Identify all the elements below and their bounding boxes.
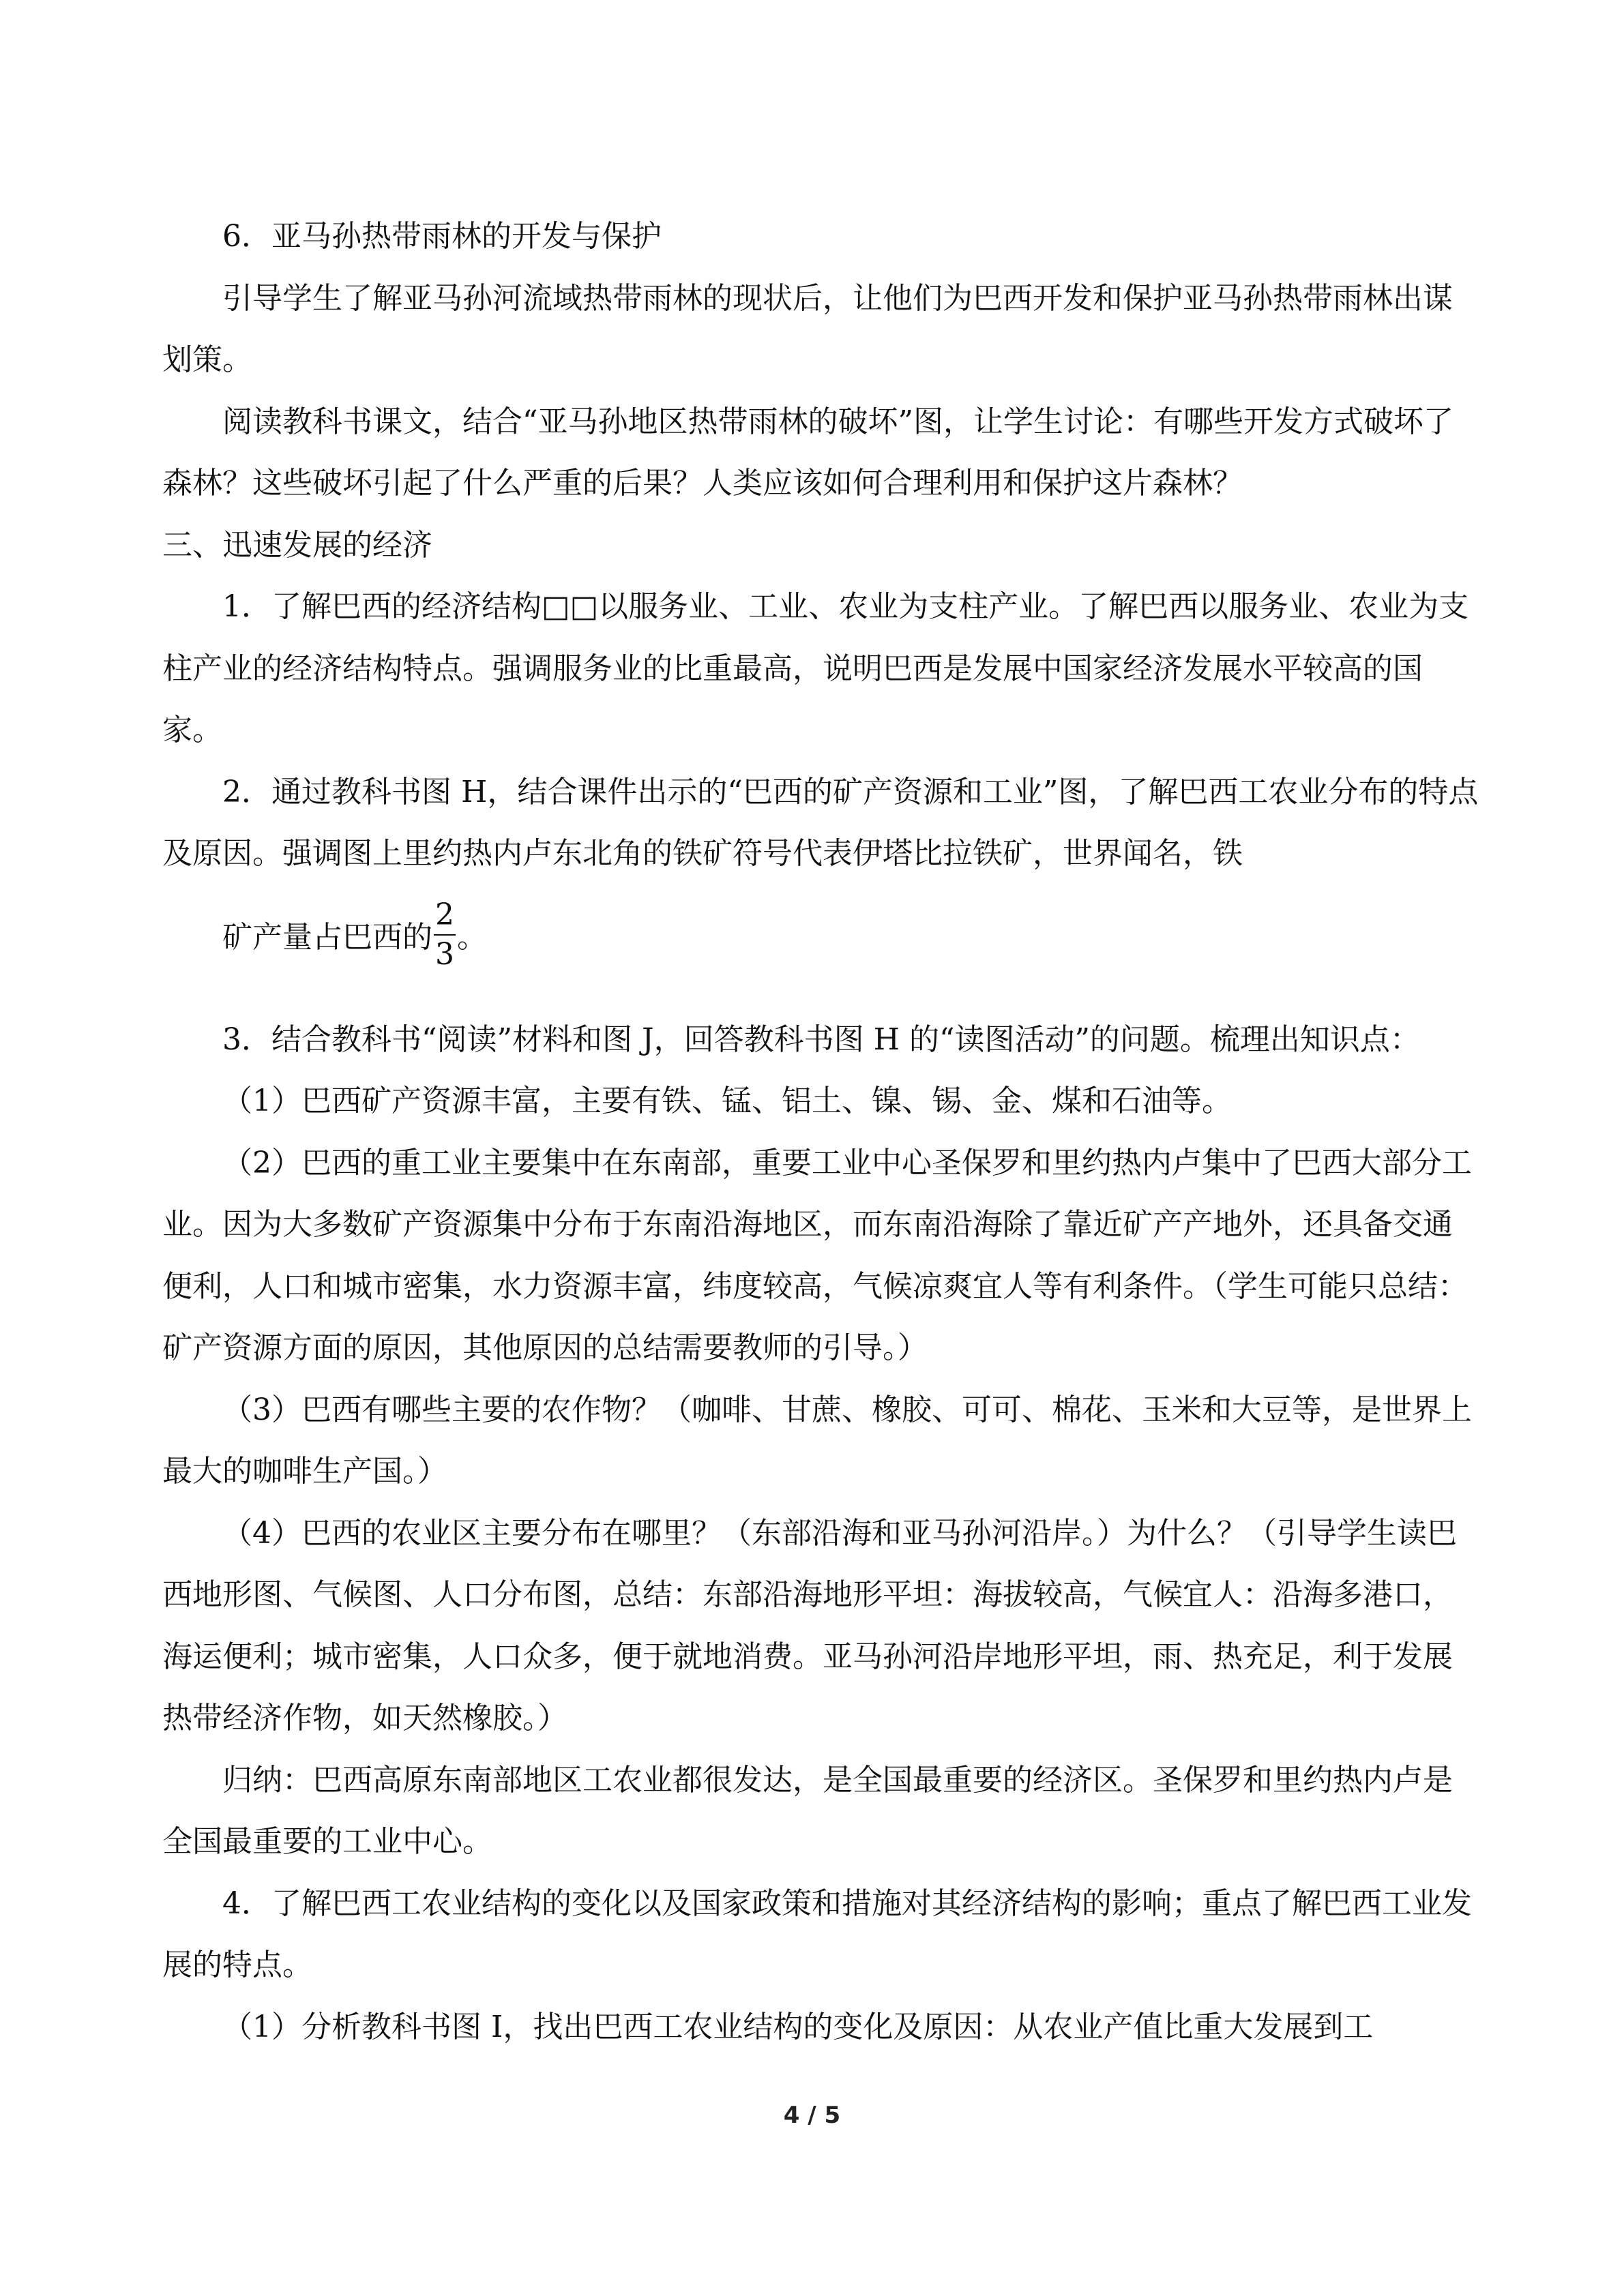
- section-heading-3: 三、迅速发展的经济: [162, 527, 432, 563]
- spacer: [162, 990, 1479, 1009]
- list-item: （1）巴西矿产资源丰富，主要有铁、锰、铝土、镍、锡、金、煤和石油等。: [222, 1084, 1232, 1118]
- paragraph: 1．了解巴西的经济结构□□以服务业、工业、农业为支柱产业。了解巴西以服务业、农业为支柱产业的经济结构特点。强调服务业的比重最高，说明巴西是发展中国家经济发展水平较高的国家。: [162, 589, 1469, 747]
- paragraph: 2．通过教科书图 H，结合课件出示的“巴西的矿产资源和工业”图，了解巴西工农业分布的特点及原因。强调图上里约热内卢东北角的铁矿符号代表伊塔比拉铁矿，世界闻名，铁: [162, 774, 1479, 871]
- paragraph: 4．了解巴西工农业结构的变化以及国家政策和措施对其经济结构的影响；重点了解巴西工业发展的特点。: [162, 1885, 1472, 1982]
- fraction: [434, 896, 456, 974]
- list-item: （1）分析教科书图 I，找出巴西工农业结构的变化及原因：从农业产值比重大发展到工: [222, 2009, 1374, 2044]
- document-body: [162, 206, 1479, 2058]
- fraction-denominator: 3: [435, 937, 454, 972]
- paragraph: 阅读教科书课文，结合“亚马孙地区热带雨林的破坏”图，让学生讨论：有哪些开发方式破坏了森林？这些破坏引起了什么严重的后果？人类应该如何合理利用和保护这片森林？: [162, 404, 1453, 501]
- paragraph: 3．结合教科书“阅读”材料和图 J，回答教科书图 H 的“读图活动”的问题。梳理出知识点：: [222, 1022, 1420, 1057]
- fraction-prefix: 矿产量占巴西的: [222, 919, 432, 955]
- paragraph: 归纳：巴西高原东南部地区工农业都很发达，是全国最重要的经济区。圣保罗和里约热内卢是全国最重要的工业中心。: [162, 1762, 1453, 1859]
- fraction-suffix: 。: [457, 919, 487, 955]
- section-heading-6: 6．亚马孙热带雨林的开发与保护: [222, 219, 662, 254]
- fraction-numerator: 2: [434, 896, 456, 936]
- paragraph-fraction-line: [162, 885, 1479, 990]
- page-number: 4 / 5: [783, 2102, 841, 2129]
- list-item: （4）巴西的农业区主要分布在哪里？（东部沿海和亚马孙河沿岸。）为什么？（引导学生读巴西地形图、气候图、人口分布图，总结：东部沿海地形平坦：海拔较高，气候宜人：沿海多港口，海运便利；城市密集，人口众多，便于就地消费。亚马孙河沿岸地形平坦，雨、热充足，利于发展热带经济作物，如天然橡胶。）: [162, 1515, 1457, 1735]
- list-item: （2）巴西的重工业主要集中在东南部，重要工业中心圣保罗和里约热内卢集中了巴西大部分工业。因为大多数矿产资源集中分布于东南沿海地区，而东南沿海除了靠近矿产产地外，还具备交通便利，人口和城市密集，水力资源丰富，纬度较高，气候凉爽宜人等有利条件。（学生可能只总结：矿产资源方面的原因，其他原因的总结需要教师的引导。）: [162, 1145, 1472, 1365]
- list-item: （3）巴西有哪些主要的农作物？（咖啡、甘蔗、橡胶、可可、棉花、玉米和大豆等，是世界上最大的咖啡生产国。）: [162, 1392, 1472, 1489]
- paragraph: 引导学生了解亚马孙河流域热带雨林的现状后，让他们为巴西开发和保护亚马孙热带雨林出谋划策。: [162, 280, 1453, 377]
